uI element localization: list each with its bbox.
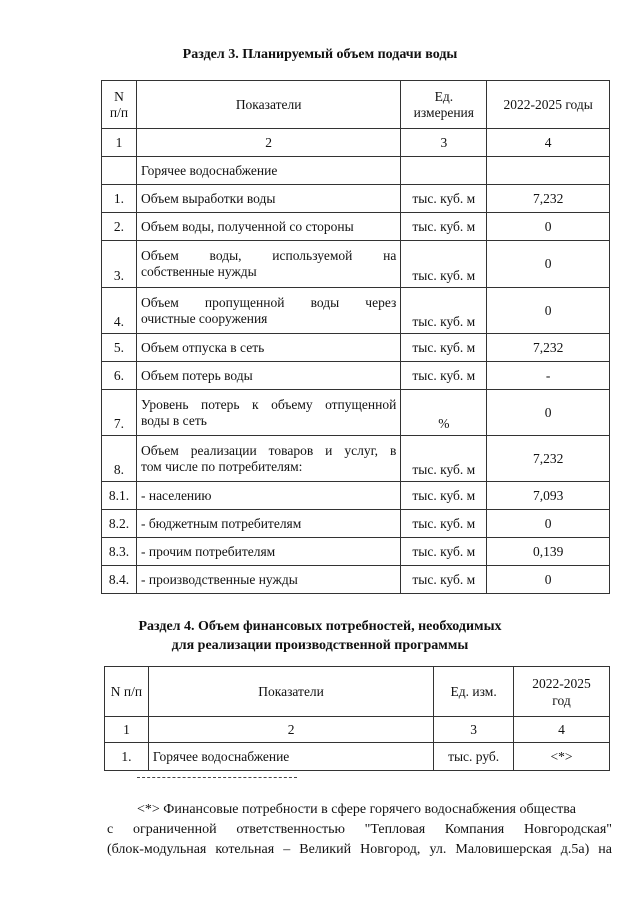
row-unit: тыс. куб. м (401, 241, 487, 288)
row-value: 0,139 (487, 538, 610, 566)
table-row (102, 482, 610, 510)
row-number: 2. (102, 213, 137, 241)
table-row (102, 241, 610, 288)
numbering-row (102, 129, 610, 157)
row-name: Объем выработки воды (136, 185, 400, 213)
numbering-cell: 2 (148, 717, 433, 743)
header-indicators: Показатели (136, 81, 400, 129)
group-row (102, 157, 610, 185)
row-value: 0 (487, 566, 610, 594)
row-name: Объем воды, полученной со стороны (136, 213, 400, 241)
row-number: 3. (102, 241, 137, 288)
table-row (102, 288, 610, 334)
header-indicators: Показатели (148, 667, 433, 717)
row-number: 7. (102, 390, 137, 436)
row-name: - населению (136, 482, 400, 510)
row-number: 6. (102, 362, 137, 390)
row-value: 7,232 (487, 436, 610, 482)
header-years: 2022-2025 год (514, 667, 610, 717)
table-row (102, 436, 610, 482)
header-unit: Ед. изм. (434, 667, 514, 717)
row-name: Объем отпуска в сеть (136, 334, 400, 362)
row-unit: тыс. куб. м (401, 288, 487, 334)
row-unit: тыс. куб. м (401, 566, 487, 594)
numbering-row (105, 717, 610, 743)
row-unit: тыс. куб. м (401, 213, 487, 241)
row-value: - (487, 362, 610, 390)
footnote-line: (блок-модульная котельная – Великий Новгород, ул. Маловишерская д.5а) на (107, 842, 612, 857)
table-row (102, 334, 610, 362)
financial-needs-table (104, 666, 610, 771)
header-n: N п/п (102, 81, 137, 129)
row-value: 7,093 (487, 482, 610, 510)
row-number: 5. (102, 334, 137, 362)
row-unit: тыс. куб. м (401, 538, 487, 566)
row-value: 0 (487, 241, 610, 288)
numbering-cell: 1 (102, 129, 137, 157)
table-row (102, 213, 610, 241)
table-row (102, 566, 610, 594)
footnote-line: с ограниченной ответственностью "Тепловая Компания Новгородская" (107, 822, 612, 837)
row-name: - бюджетным потребителям (136, 510, 400, 538)
row-name: Объем реализации товаров и услуг, в том числе по потребителям: (136, 436, 400, 482)
row-name: Объем пропущенной воды через очистные сооружения (136, 288, 400, 334)
table-row (102, 185, 610, 213)
table-row (105, 743, 610, 771)
row-value: 0 (487, 288, 610, 334)
header-years: 2022-2025 годы (487, 81, 610, 129)
table-header-row (105, 667, 610, 717)
row-unit: тыс. куб. м (401, 510, 487, 538)
header-unit: Ед. измерения (401, 81, 487, 129)
row-unit: % (401, 390, 487, 436)
numbering-cell: 1 (105, 717, 149, 743)
row-unit: тыс. куб. м (401, 436, 487, 482)
row-value: <*> (514, 743, 610, 771)
group-label: Горячее водоснабжение (136, 157, 400, 185)
row-unit: тыс. руб. (434, 743, 514, 771)
numbering-cell: 3 (434, 717, 514, 743)
row-name: - прочим потребителям (136, 538, 400, 566)
table-row (102, 362, 610, 390)
footnote (107, 800, 612, 860)
table-header-row (102, 81, 610, 129)
row-value: 0 (487, 213, 610, 241)
numbering-cell: 4 (514, 717, 610, 743)
row-name: Уровень потерь к объему отпущенной воды в сеть (136, 390, 400, 436)
row-value: 7,232 (487, 185, 610, 213)
row-name: Горячее водоснабжение (148, 743, 433, 771)
numbering-cell: 4 (487, 129, 610, 157)
row-number: 8.2. (102, 510, 137, 538)
footnote-line: <*> Финансовые потребности в сфере горячего водоснабжения общества (137, 802, 576, 817)
header-n: N п/п (105, 667, 149, 717)
numbering-cell: 3 (401, 129, 487, 157)
row-number: 4. (102, 288, 137, 334)
row-unit: тыс. куб. м (401, 362, 487, 390)
numbering-cell: 2 (136, 129, 400, 157)
row-unit: тыс. куб. м (401, 185, 487, 213)
row-value: 7,232 (487, 334, 610, 362)
table-row (102, 538, 610, 566)
row-number: 8.3. (102, 538, 137, 566)
row-number: 1. (105, 743, 149, 771)
section4-title: Раздел 4. Объем финансовых потребностей, необходимых для реализации производственной программы (138, 619, 502, 653)
row-unit: тыс. куб. м (401, 482, 487, 510)
table-row (102, 510, 610, 538)
row-value: 0 (487, 510, 610, 538)
footnote-separator (137, 777, 297, 778)
row-value: 0 (487, 390, 610, 436)
row-number: 8. (102, 436, 137, 482)
section3-title: Раздел 3. Планируемый объем подачи воды (182, 47, 458, 62)
water-supply-table (101, 80, 610, 594)
row-number: 1. (102, 185, 137, 213)
row-name: Объем воды, используемой на собственные нужды (136, 241, 400, 288)
row-name: Объем потерь воды (136, 362, 400, 390)
table-row (102, 390, 610, 436)
row-number: 8.1. (102, 482, 137, 510)
row-unit: тыс. куб. м (401, 334, 487, 362)
row-name: - производственные нужды (136, 566, 400, 594)
row-number: 8.4. (102, 566, 137, 594)
